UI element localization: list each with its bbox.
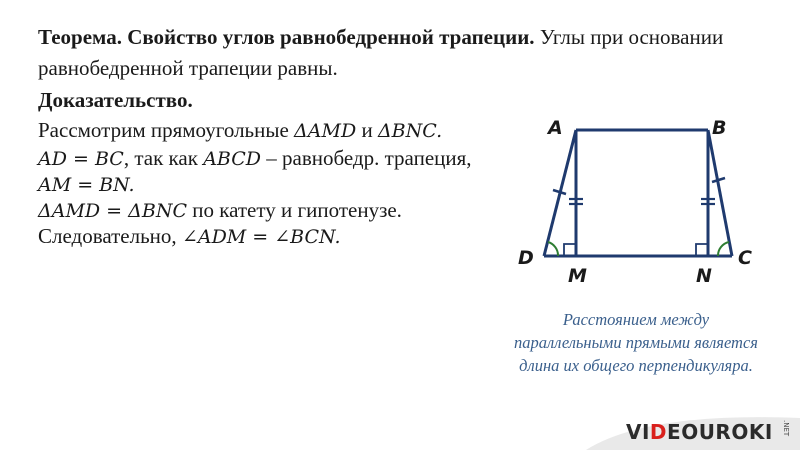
proof-line-2 [38, 144, 472, 173]
trapezoid-diagram [500, 100, 770, 290]
equality-ad-bc: AD = BC [38, 148, 124, 170]
point-label-a: A [548, 117, 563, 139]
angles-equal: ∠ADM = ∠BCN. [181, 226, 341, 248]
logo-text-part3: EOUROKI [667, 420, 773, 444]
angle-arc-c [718, 242, 729, 256]
point-label-m: M [568, 265, 587, 287]
trapezoid-abcd: ABCD [203, 148, 261, 170]
point-label-c: C [738, 247, 752, 269]
proof-line-5-text: Следовательно, [38, 224, 182, 248]
triangles-equal: ΔAMD = ΔBNC [38, 200, 187, 222]
proof-line-2-text2: – равнобедр. трапеция, [261, 146, 472, 170]
proof-line-1-text: Рассмотрим прямоугольные [38, 118, 295, 142]
logo-text-part1: VI [626, 420, 650, 444]
theorem-statement [38, 22, 758, 84]
point-label-n: N [696, 265, 712, 287]
right-angle-m [564, 244, 576, 256]
proof-line-1 [38, 116, 442, 145]
proof-line-3 [38, 170, 135, 199]
proof-line-1-and: и [356, 118, 378, 142]
logo-text-part2: D [649, 420, 668, 444]
triangle-bnc: ΔBNC. [377, 120, 443, 142]
equality-am-bn: AM = BN. [38, 174, 135, 196]
side-bc [708, 130, 732, 256]
perpendicular-note: Расстоянием между параллельными прямыми является длина их общего перпендикуляра. [514, 310, 758, 375]
point-label-b: B [712, 117, 727, 139]
videouroki-logo [586, 414, 800, 450]
proof-line-4 [38, 196, 402, 225]
proof-title: Доказательство. [38, 88, 193, 112]
proof-line-2-text: , так как [123, 146, 204, 170]
theorem-label: Теорема. Свойство углов равнобедренной трапеции. [38, 25, 535, 49]
triangle-amd: ΔAMD [294, 120, 357, 142]
logo-suffix: .NET [782, 420, 790, 437]
proof-line-5 [38, 222, 341, 251]
theorem-text: Углы при основании равнобедренной трапеции равны. [38, 25, 724, 80]
point-label-d: D [518, 247, 534, 269]
proof-line-4-text: по катету и гипотенузе. [186, 198, 402, 222]
right-angle-n [696, 244, 708, 256]
logo-text [626, 420, 773, 444]
angle-arc-d [548, 242, 558, 256]
